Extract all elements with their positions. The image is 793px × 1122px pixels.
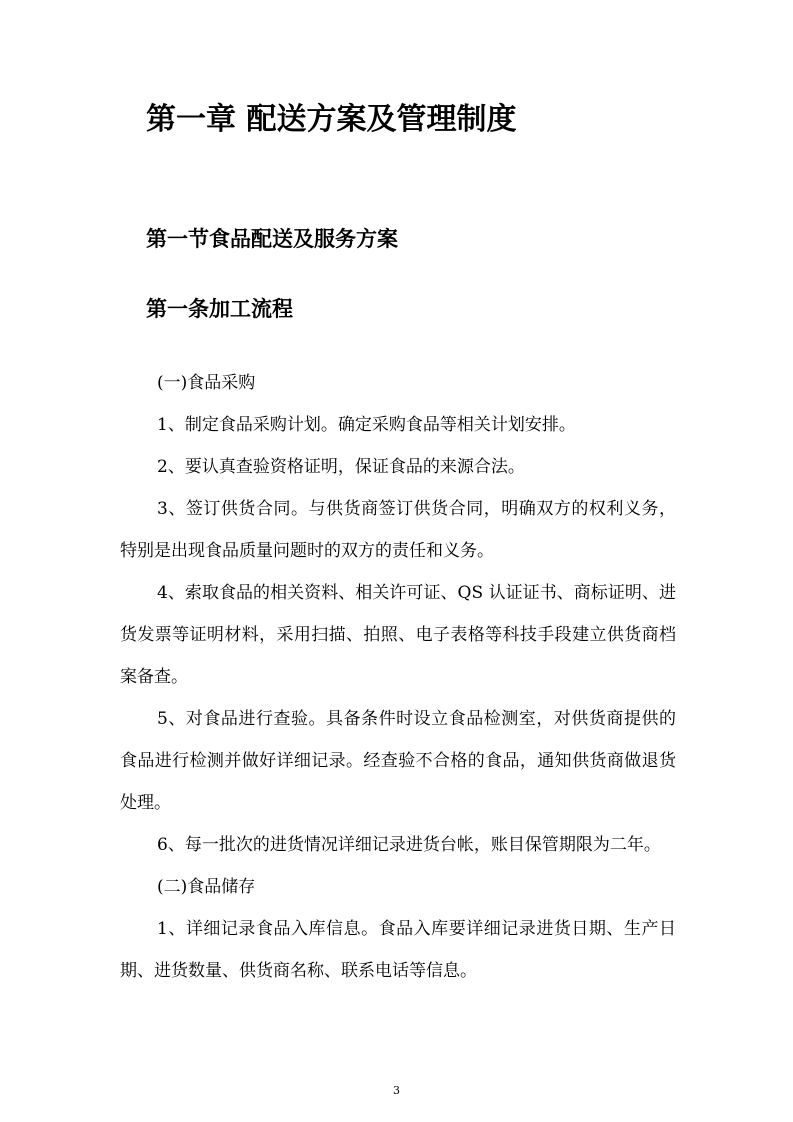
page-number: 3 [393, 1084, 400, 1097]
section-title: 第一节食品配送及服务方案 [146, 226, 398, 251]
paragraph: 5、对食品进行查验。具备条件时设立食品检测室，对供货商提供的食品进行检测并做好详细记录。经查验不合格的食品，通知供货商做退货处理。 [120, 709, 676, 813]
chapter-title: 第一章 配送方案及管理制度 [146, 102, 517, 137]
paragraph: 1、详细记录食品入库信息。食品入库要详细记录进货日期、生产日期、进货数量、供货商名称、联系电话等信息。 [120, 919, 676, 981]
subsection-heading-storage: (二)食品储存 [157, 877, 256, 897]
paragraph: 1、制定食品采购计划。确定采购食品等相关计划安排。 [157, 415, 576, 435]
paragraph: 4、索取食品的相关资料、相关许可证、QS 认证证书、商标证明、进货发票等证明材料，采用扫描、拍照、电子表格等科技手段建立供货商档案备查。 [120, 583, 676, 687]
article-title: 第一条加工流程 [146, 296, 293, 321]
subsection-heading-procurement: (一)食品采购 [157, 373, 256, 393]
paragraph: 6、每一批次的进货情况详细记录进货台帐，账目保管期限为二年。 [157, 835, 661, 855]
paragraph: 3、签订供货合同。与供货商签订供货合同，明确双方的权利义务，特别是出现食品质量问题时的双方的责任和义务。 [120, 499, 676, 561]
body-text [120, 362, 676, 992]
paragraph: 2、要认真查验资格证明，保证食品的来源合法。 [157, 457, 525, 477]
